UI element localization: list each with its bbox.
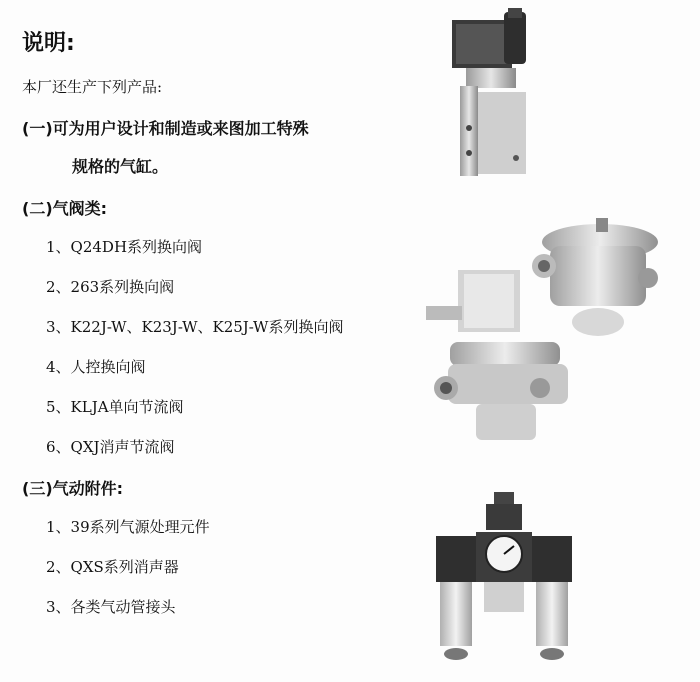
- air-treatment-unit-image: [436, 492, 572, 674]
- solenoid-valve-image: [448, 8, 548, 178]
- valve-item-5: 5、KLJA单向节流阀: [46, 398, 184, 416]
- section-1-label: (一)可为用户设计和制造或来图加工特殊: [22, 119, 309, 138]
- valve-item-3: 3、K22J-W、K23J-W、K25J-W系列换向阀: [46, 318, 344, 336]
- page-title: 说明:: [22, 31, 75, 56]
- accessory-item-3: 3、各类气动管接头: [46, 598, 176, 616]
- pilot-valves-image: [420, 218, 665, 458]
- valve-item-4: 4、人控换向阀: [46, 358, 146, 376]
- valve-item-1: 1、Q24DH系列换向阀: [46, 238, 203, 256]
- section-1-continuation: 规格的气缸。: [72, 157, 169, 176]
- section-2-label: (二)气阀类:: [22, 199, 108, 218]
- valve-item-6: 6、QXJ消声节流阀: [46, 438, 175, 456]
- accessory-item-2: 2、QXS系列消声器: [46, 558, 179, 576]
- intro-text: 本厂还生产下列产品:: [22, 78, 163, 96]
- valve-item-2: 2、263系列换向阀: [46, 278, 175, 296]
- section-3-label: (三)气动附件:: [22, 479, 124, 498]
- accessory-item-1: 1、39系列气源处理元件: [46, 518, 210, 536]
